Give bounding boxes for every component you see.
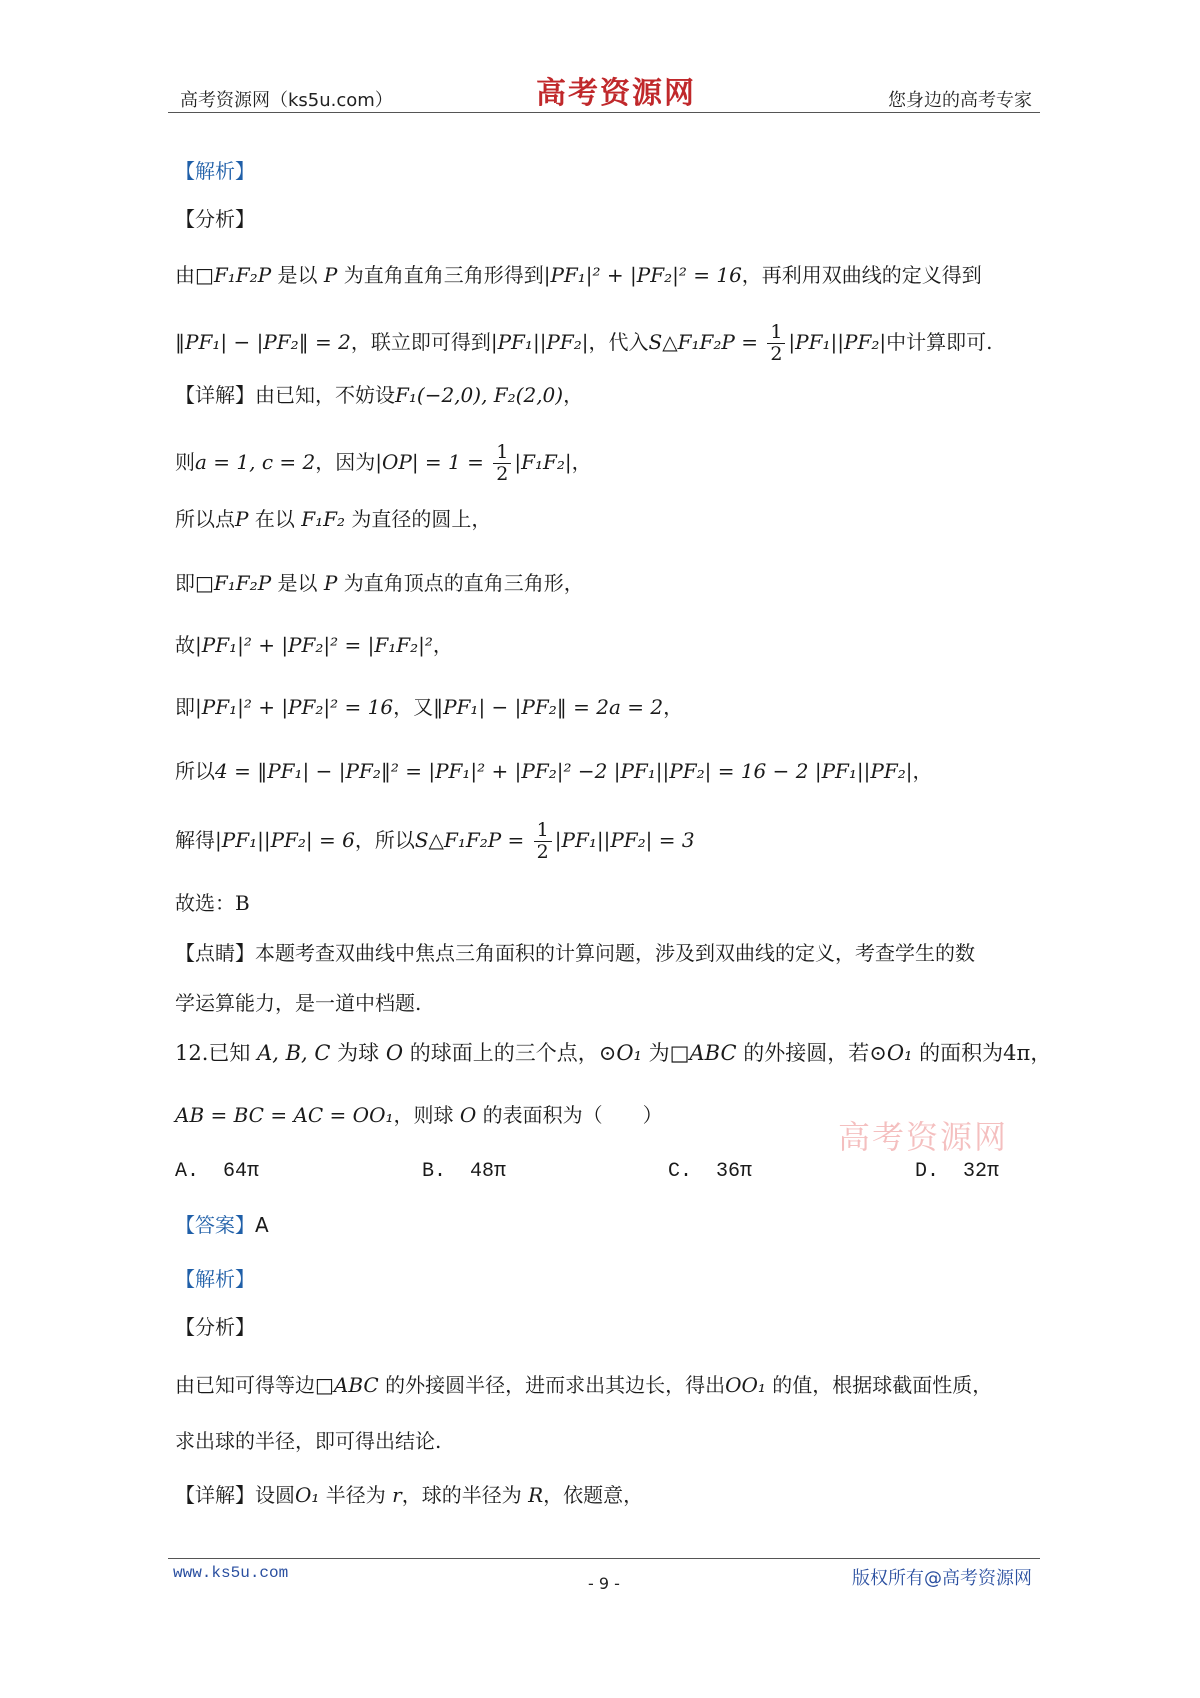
- math: S△F₁F₂P: [648, 330, 735, 354]
- q11-line-b: [175, 506, 491, 532]
- text: 的外接圆，若⊙: [736, 1041, 887, 1065]
- text: 故: [175, 633, 195, 657]
- header-divider: [168, 112, 1040, 113]
- math: F₁F₂: [301, 507, 345, 531]
- text: 是以: [271, 263, 324, 287]
- text: ，依题意，: [543, 1483, 644, 1507]
- math: P: [323, 263, 338, 287]
- q12-xiangjie-line: [175, 1482, 643, 1508]
- frac-num: 1: [534, 820, 552, 842]
- math: |PF₁|² + |PF₂|² = 16: [543, 263, 742, 287]
- q11-dianjing-line1: [175, 940, 975, 966]
- q11-xiangjie-line1: [175, 382, 583, 408]
- text: 在以: [248, 507, 302, 531]
- math: A, B, C: [257, 1041, 331, 1065]
- answer-value: A: [255, 1213, 269, 1237]
- math: ‖PF₁| − |PF₂‖ = 2: [175, 330, 351, 354]
- q11-line-g: [175, 820, 695, 863]
- text: ，球的半径为: [401, 1483, 529, 1507]
- q11-fenxi-line1: [175, 262, 982, 288]
- fraction: [493, 442, 511, 485]
- text: ，: [563, 383, 584, 407]
- option-value: 48π: [470, 1160, 507, 1183]
- text: ，: [663, 695, 684, 719]
- q12-option-b: [422, 1160, 506, 1183]
- text: ，所以: [354, 828, 415, 852]
- footer-site-link[interactable]: www.ks5u.com: [173, 1564, 289, 1582]
- text: =: [507, 828, 525, 852]
- watermark: 高考资源网: [838, 1118, 1009, 1156]
- xiangjie-label: 【详解】: [175, 383, 255, 407]
- math: ABC: [333, 1373, 379, 1397]
- text: 即: [175, 695, 195, 719]
- text: ，: [432, 633, 453, 657]
- math: 4π: [1003, 1041, 1031, 1065]
- q12-stem-line1: [175, 1040, 1051, 1066]
- text: 的表面积为（ ）: [476, 1103, 663, 1127]
- fraction: [767, 322, 785, 365]
- dianjing-label: 【点睛】: [175, 941, 255, 965]
- math: |PF₁|² + |PF₂|² = 16: [195, 695, 394, 719]
- q12-fenxi-line1: [175, 1372, 992, 1398]
- math: |PF₁||PF₂| = 3: [554, 828, 695, 852]
- q11-line-c: [175, 570, 584, 596]
- q12-stem-line2: [175, 1102, 663, 1128]
- q12-option-c: [668, 1160, 752, 1183]
- math: P: [323, 571, 338, 595]
- text: 为球: [330, 1041, 386, 1065]
- header-site-name: 高考资源网（ks5u.com）: [180, 90, 393, 111]
- text: ，: [1030, 1041, 1052, 1065]
- q12-fenxi-line2: 求出球的半径，即可得出结论.: [175, 1429, 442, 1453]
- text: 半径为: [319, 1483, 393, 1507]
- text: 为直角直角三角形得到: [337, 263, 544, 287]
- math: S△F₁F₂P: [414, 828, 502, 852]
- math: P: [235, 507, 249, 531]
- option-label: B.: [422, 1160, 447, 1183]
- answer-label: 【答案】: [175, 1213, 255, 1237]
- frac-num: 1: [767, 322, 785, 344]
- text: ，: [912, 759, 933, 783]
- text: 为□: [641, 1041, 690, 1065]
- text: 的面积为: [912, 1041, 1004, 1065]
- option-label: D.: [915, 1160, 940, 1183]
- text: 已知: [208, 1041, 258, 1065]
- text: 为直角顶点的直角三角形，: [337, 571, 584, 595]
- math: F₁F₂P: [213, 571, 272, 595]
- q11-fenxi-label: 【分析】: [175, 207, 255, 231]
- math: r: [392, 1483, 402, 1507]
- math: O₁: [886, 1041, 913, 1065]
- text: 中计算即可.: [886, 330, 993, 354]
- q11-line-a: [175, 442, 592, 485]
- text: 的球面上的三个点，⊙: [403, 1041, 617, 1065]
- text: ，: [571, 450, 592, 474]
- math: |F₁F₂|: [514, 450, 572, 474]
- option-label: A.: [175, 1160, 200, 1183]
- text: ，则球: [393, 1103, 460, 1127]
- text: 本题考查双曲线中焦点三角面积的计算问题，涉及到双曲线的定义，考查学生的数: [255, 941, 975, 965]
- math: F₁F₂P: [213, 263, 272, 287]
- text: ，因为: [315, 450, 376, 474]
- text: 由□: [175, 263, 214, 287]
- option-value: 32π: [963, 1160, 1000, 1183]
- math: R: [528, 1483, 544, 1507]
- frac-den: 2: [536, 841, 549, 863]
- text: 为直径的圆上，: [344, 507, 492, 531]
- header-logo: 高考资源网: [536, 76, 696, 111]
- q12-fenxi-label: 【分析】: [175, 1315, 255, 1339]
- q12-option-d: [915, 1160, 999, 1183]
- text: 由已知，不妨设: [255, 383, 395, 407]
- math: ABC: [689, 1041, 737, 1065]
- text: 由已知可得等边□: [175, 1373, 334, 1397]
- header-slogan: 您身边的高考专家: [888, 90, 1032, 111]
- text: 则: [175, 450, 195, 474]
- q12-jiexi-label: 【解析】: [175, 1267, 255, 1291]
- q11-line-e: [175, 694, 683, 720]
- frac-den: 2: [496, 463, 509, 485]
- q12-option-a: [175, 1160, 259, 1183]
- q11-answer-choice: 故选：B: [175, 891, 250, 915]
- text: 所以: [175, 759, 215, 783]
- frac-num: 1: [493, 442, 511, 464]
- math: a = 1, c = 2: [195, 450, 316, 474]
- math: O₁: [295, 1483, 320, 1507]
- text: ，再利用双曲线的定义得到: [741, 263, 982, 287]
- text: 设圆: [255, 1483, 295, 1507]
- text: 即□: [175, 571, 214, 595]
- q11-jiexi-label: 【解析】: [175, 159, 255, 183]
- q12-answer: [175, 1212, 269, 1238]
- text: 是以: [271, 571, 324, 595]
- page-number: - 9 -: [588, 1574, 620, 1593]
- text: 的值，根据球截面性质，: [765, 1373, 993, 1397]
- math: |PF₁||PF₂|: [788, 330, 887, 354]
- q11-fenxi-line2: ‖PF₁| − |PF₂‖ = 2，联立即可得到|PF₁||PF₂|，代入S△F₁F₂P = $\frac{1}{2}$ |PF₁||PF₂|中计算即可.: [175, 321, 993, 365]
- math: |PF₁||PF₂|: [490, 330, 589, 354]
- math: |PF₁|² + |PF₂|² = |F₁F₂|²: [195, 633, 433, 657]
- math: O: [459, 1103, 477, 1127]
- option-value: 36π: [716, 1160, 753, 1183]
- q11-line-d: [175, 632, 453, 658]
- math: |PF₁||PF₂| = 6: [215, 828, 355, 852]
- option-value: 64π: [223, 1160, 260, 1183]
- q11-line-f: [175, 758, 933, 784]
- math: OO₁: [725, 1373, 766, 1397]
- math: O₁: [616, 1041, 642, 1065]
- text: 所以点: [175, 507, 235, 531]
- text: ，又: [393, 695, 434, 719]
- frac-den: 2: [770, 343, 783, 365]
- xiangjie-label: 【详解】: [175, 1483, 255, 1507]
- fraction: [534, 820, 552, 863]
- text: ，联立即可得到: [350, 330, 491, 354]
- q11-dianjing-line2: 学运算能力，是一道中档题.: [175, 991, 422, 1015]
- math: ‖PF₁| − |PF₂‖ = 2a = 2: [433, 695, 664, 719]
- option-label: C.: [668, 1160, 693, 1183]
- math: 4 = ‖PF₁| − |PF₂‖² = |PF₁|² + |PF₂|² −2 |PF₁||PF₂| = 16 − 2 |PF₁||PF₂|: [215, 759, 913, 783]
- text: 的外接圆半径，进而求出其边长，得出: [378, 1373, 726, 1397]
- math: AB = BC = AC = OO₁: [175, 1103, 394, 1127]
- math: F₁(−2,0), F₂(2,0): [395, 383, 564, 407]
- math: |OP| = 1 =: [375, 450, 484, 474]
- math: O: [385, 1041, 404, 1065]
- text: ，代入: [588, 330, 649, 354]
- text: 解得: [175, 828, 215, 852]
- footer-divider: [168, 1558, 1040, 1559]
- question-number: 12.: [175, 1041, 209, 1065]
- footer-copyright: 版权所有@高考资源网: [852, 1568, 1032, 1589]
